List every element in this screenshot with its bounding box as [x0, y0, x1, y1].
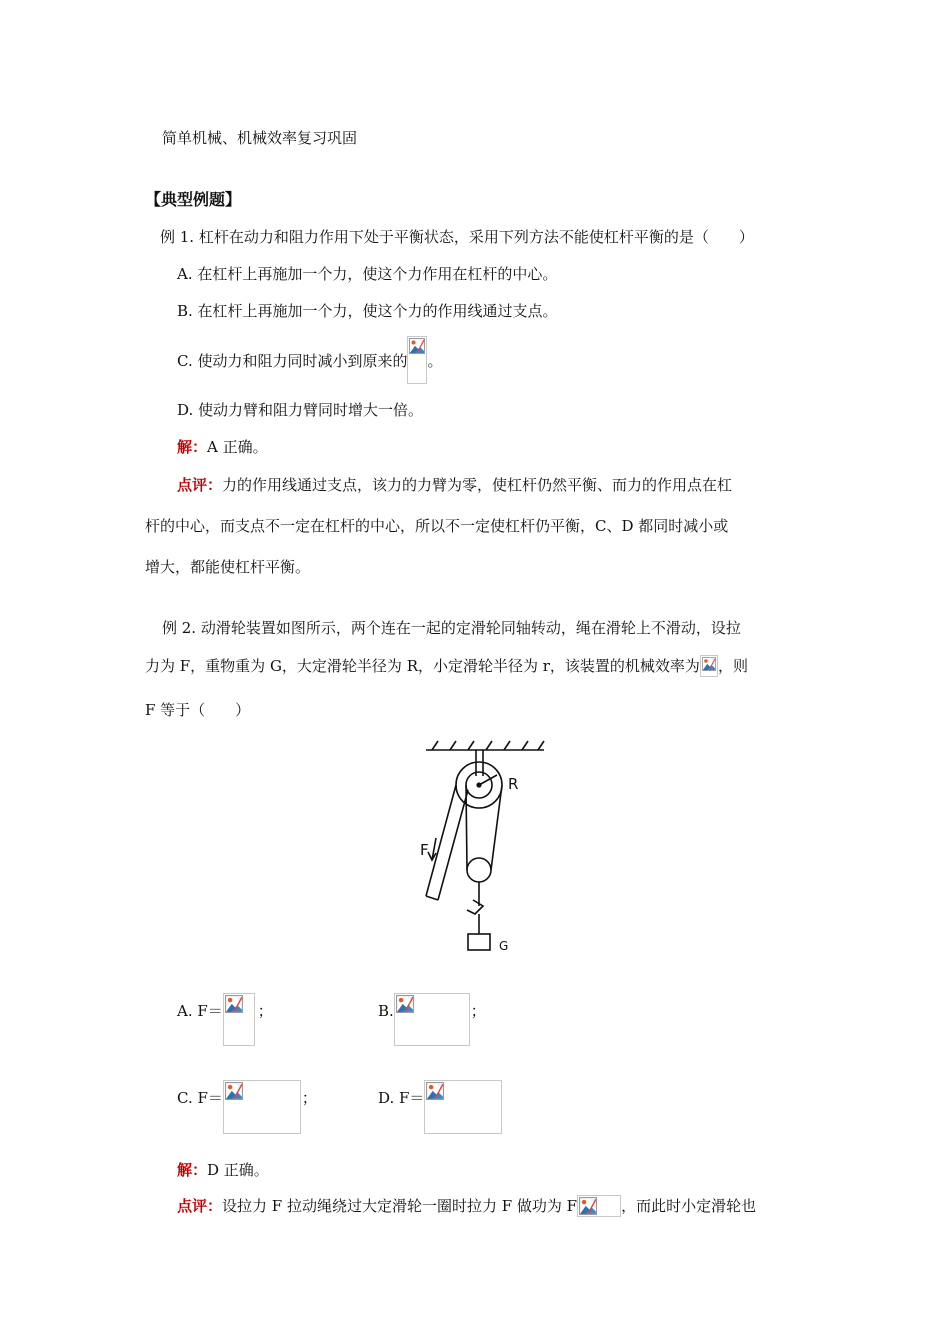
ex2-line3: F 等于（ ） — [145, 701, 251, 719]
ex2-option-c-text: C. F＝ — [177, 1089, 223, 1107]
ex2-line2 — [145, 656, 748, 677]
ex1-comment-label: 点评： — [177, 476, 223, 494]
ex2-line2-suffix: ，则 — [717, 657, 748, 675]
label-f: F — [420, 841, 429, 859]
ex2-comment-text: 设拉力 F 拉动绳绕过大定滑轮一圈时拉力 F 做功为 F — [222, 1197, 578, 1215]
broken-image-icon — [223, 1080, 301, 1134]
ceiling-hatch — [432, 741, 544, 750]
ex1-comment-line2: 杆的中心，而支点不一定在杠杆的中心，所以不一定使杠杆仍平衡，C、D 都同时减小或 — [145, 517, 729, 535]
pulley-diagram — [420, 738, 555, 958]
ex1-option-b: B. 在杠杆上再施加一个力，使这个力的作用线通过支点。 — [177, 302, 558, 320]
ex1-option-c-suffix: 。 — [427, 352, 443, 370]
ex2-option-d-text: D. F＝ — [378, 1089, 425, 1107]
ex1-option-c-text: C. 使动力和阻力同时减小到原来的 — [177, 352, 408, 370]
broken-image-icon — [394, 993, 470, 1046]
broken-image-icon — [407, 336, 427, 384]
page-title: 简单机械、机械效率复习巩固 — [162, 129, 358, 147]
ex1-comment-line3: 增大，都能使杠杆平衡。 — [145, 558, 311, 576]
broken-image-icon — [700, 655, 718, 677]
ex1-answer-label: 解： — [177, 438, 208, 456]
ex2-option-a — [177, 993, 273, 1046]
ex1-option-c — [177, 336, 443, 384]
ex1-answer-text: A 正确。 — [207, 438, 268, 456]
ex2-option-c — [177, 1080, 317, 1134]
ex1-comment-text1: 力的作用线通过支点，该力的力臂为零，使杠杆仍然平衡、而力的作用点在杠 — [222, 476, 733, 494]
ex2-option-b-suffix: ； — [470, 1002, 486, 1020]
ex2-comment-label: 点评： — [177, 1197, 223, 1215]
ex2-comment-suffix: ，而此时小定滑轮也 — [621, 1197, 757, 1215]
weight-block — [468, 934, 490, 950]
ex1-question: 例 1. 杠杆在动力和阻力作用下处于平衡状态，采用下列方法不能使杠杆平衡的是（ ） — [160, 228, 754, 246]
ex2-line2-text: 力为 F，重物重为 G，大定滑轮半径为 R，小定滑轮半径为 r，该装置的机械效率为 — [145, 657, 700, 675]
label-r: R — [508, 775, 519, 793]
broken-image-icon — [577, 1195, 621, 1217]
ex1-option-d: D. 使动力臂和阻力臂同时增大一倍。 — [177, 401, 424, 419]
ex1-comment-line1 — [177, 475, 732, 495]
ex2-answer-label: 解： — [177, 1161, 208, 1179]
ex1-answer — [177, 437, 268, 457]
section-heading: 【典型例题】 — [145, 190, 242, 209]
ex1-option-a: A. 在杠杆上再施加一个力，使这个力作用在杠杆的中心。 — [177, 265, 558, 283]
ex2-answer — [177, 1160, 269, 1180]
broken-image-icon — [223, 993, 255, 1046]
ex2-option-b-text: B. — [378, 1002, 394, 1020]
ex2-comment — [177, 1196, 756, 1217]
ex2-option-d — [378, 1080, 502, 1134]
broken-image-icon — [424, 1080, 502, 1134]
movable-pulley — [467, 858, 491, 882]
ex2-option-b — [378, 993, 486, 1046]
ex2-answer-text: D 正确。 — [207, 1161, 269, 1179]
ex2-line1: 例 2. 动滑轮装置如图所示，两个连在一起的定滑轮同轴转动，绳在滑轮上不滑动，设拉 — [162, 619, 741, 637]
ex2-option-a-text: A. F＝ — [177, 1002, 223, 1020]
ex2-option-a-suffix: ； — [257, 1002, 273, 1020]
label-g: G — [499, 939, 509, 953]
ex2-option-c-suffix: ； — [301, 1089, 317, 1107]
